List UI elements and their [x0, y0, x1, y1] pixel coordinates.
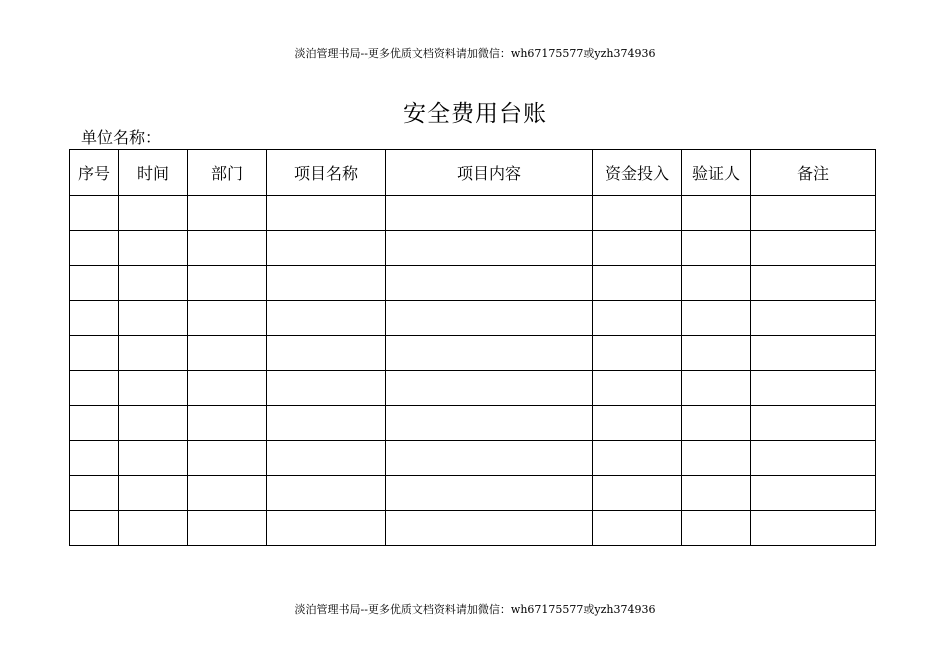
document-title: 安全费用台账 [403, 101, 547, 127]
column-header-time: 时间 [119, 150, 188, 196]
table-cell [119, 301, 188, 336]
table-cell [593, 301, 682, 336]
table-cell [682, 196, 751, 231]
table-cell [119, 266, 188, 301]
table-cell [682, 371, 751, 406]
table-cell [267, 231, 386, 266]
table-cell [70, 371, 119, 406]
table-cell [188, 231, 267, 266]
table-cell [70, 231, 119, 266]
table-row [70, 511, 876, 546]
table-cell [751, 406, 876, 441]
table-cell [682, 441, 751, 476]
table-cell [682, 336, 751, 371]
table-cell [751, 266, 876, 301]
column-header-project-name: 项目名称 [267, 150, 386, 196]
table-cell [119, 231, 188, 266]
table-cell [751, 476, 876, 511]
table-cell [188, 266, 267, 301]
table-cell [593, 196, 682, 231]
table-cell [188, 441, 267, 476]
table-cell [119, 476, 188, 511]
table-cell [751, 371, 876, 406]
table-cell [188, 301, 267, 336]
table-row [70, 441, 876, 476]
table-cell [70, 441, 119, 476]
column-header-serial: 序号 [70, 150, 119, 196]
footer-note: 淡泊管理书局--更多优质文档资料请加微信：wh67175577或yzh374936 [294, 603, 656, 616]
table-cell [267, 336, 386, 371]
table-cell [386, 336, 593, 371]
table-cell [386, 196, 593, 231]
table-row [70, 196, 876, 231]
table-cell [682, 406, 751, 441]
table-row [70, 301, 876, 336]
table-cell [119, 511, 188, 546]
table-cell [188, 476, 267, 511]
table-cell [682, 301, 751, 336]
table-cell [593, 371, 682, 406]
table-row [70, 476, 876, 511]
table-cell [188, 511, 267, 546]
table-cell [70, 406, 119, 441]
table-header-row [70, 150, 876, 196]
table-cell [70, 476, 119, 511]
table-cell [682, 231, 751, 266]
table-cell [386, 511, 593, 546]
table-cell [751, 231, 876, 266]
header-note: 淡泊管理书局--更多优质文档资料请加微信：wh67175577或yzh374936 [294, 47, 656, 60]
table-cell [751, 301, 876, 336]
table-cell [751, 336, 876, 371]
table-cell [751, 196, 876, 231]
table-cell [119, 336, 188, 371]
table-cell [593, 336, 682, 371]
table-cell [188, 371, 267, 406]
table-cell [386, 406, 593, 441]
table-row [70, 266, 876, 301]
column-header-department: 部门 [188, 150, 267, 196]
table-cell [751, 441, 876, 476]
table-cell [188, 196, 267, 231]
table-cell [267, 196, 386, 231]
table-cell [119, 371, 188, 406]
table-cell [593, 231, 682, 266]
table-cell [751, 511, 876, 546]
table-cell [682, 511, 751, 546]
table-cell [267, 371, 386, 406]
table-cell [267, 301, 386, 336]
table-cell [267, 476, 386, 511]
table-cell [267, 511, 386, 546]
table-cell [267, 441, 386, 476]
column-header-project-content: 项目内容 [386, 150, 593, 196]
table-row [70, 231, 876, 266]
table-cell [386, 441, 593, 476]
table-cell [386, 476, 593, 511]
table-cell [386, 231, 593, 266]
table-cell [386, 371, 593, 406]
column-header-verifier: 验证人 [682, 150, 751, 196]
unit-name-label: 单位名称： [81, 128, 162, 147]
table-row [70, 371, 876, 406]
table-cell [593, 406, 682, 441]
table-cell [188, 406, 267, 441]
table-cell [386, 266, 593, 301]
table-cell [70, 301, 119, 336]
table-cell [593, 511, 682, 546]
table-cell [267, 266, 386, 301]
table-cell [70, 336, 119, 371]
table-cell [70, 511, 119, 546]
table-cell [682, 476, 751, 511]
column-header-fund-input: 资金投入 [593, 150, 682, 196]
table-cell [119, 406, 188, 441]
table-cell [119, 196, 188, 231]
column-header-remarks: 备注 [751, 150, 876, 196]
table-cell [593, 476, 682, 511]
safety-cost-ledger-table [69, 149, 876, 546]
table-cell [70, 266, 119, 301]
table-cell [119, 441, 188, 476]
table-cell [188, 336, 267, 371]
table-cell [682, 266, 751, 301]
table-cell [267, 406, 386, 441]
table-cell [386, 301, 593, 336]
table-cell [593, 266, 682, 301]
table-cell [70, 196, 119, 231]
table-cell [593, 441, 682, 476]
table-row [70, 406, 876, 441]
table-row [70, 336, 876, 371]
